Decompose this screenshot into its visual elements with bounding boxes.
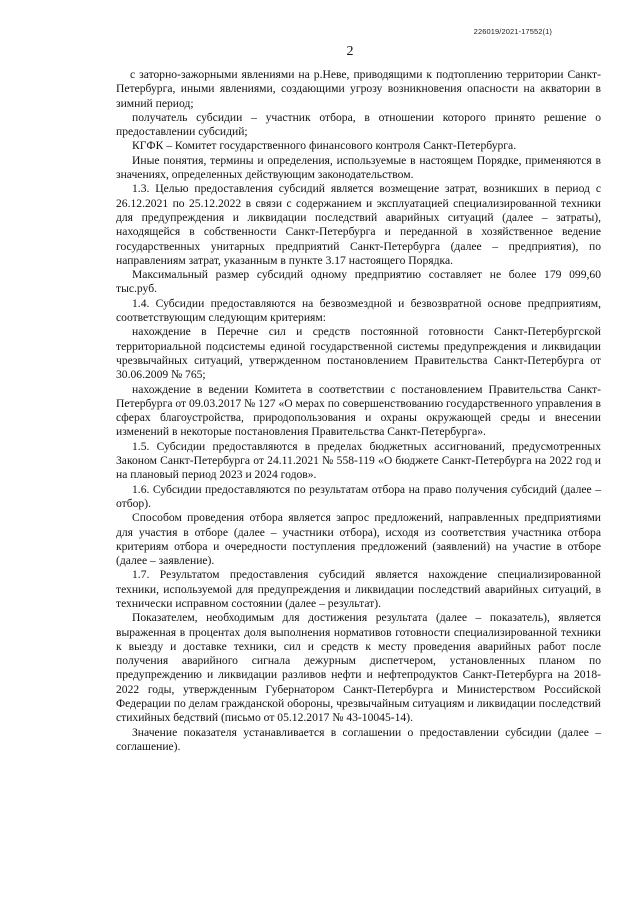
paragraph-criterion-committee: нахождение в ведении Комитета в соответствии с постановлением Правительства Санкт-Петербурга от 09.03.2017 № 127 «О мерах по совершенствованию государственного управления в сферах благоустройства, природопользования и охраны окружающей среды и внесении изменений в некоторые постановления Правительства Санкт-Петербурга». xyxy=(116,382,601,439)
paragraph-1-4-criteria: 1.4. Субсидии предоставляются на безвозмездной и безвозвратной основе предприятиям, соответствующим следующим критериям: xyxy=(116,296,601,325)
paragraph-indicator-value: Значение показателя устанавливается в соглашении о предоставлении субсидии (далее – соглашение). xyxy=(116,725,601,753)
paragraph-definition-recipient: получатель субсидии – участник отбора, в отношении которого принято решение о предоставлении субсидий; xyxy=(116,110,601,139)
paragraph-max-subsidy: Максимальный размер субсидий одному предприятию составляет не более 179 099,60 тыс.руб. xyxy=(116,268,601,296)
paragraph-definition-kgfk: КГФК – Комитет государственного финансового контроля Санкт-Петербурга. xyxy=(132,139,517,153)
paragraph-1-7-result: 1.7. Результатом предоставления субсидий является нахождение специализированной техники, используемой для предупреждения и ликвидации последствий аварийных ситуаций, в технически исправном состоянии (далее – результат). xyxy=(116,568,601,610)
paragraph-selection-method: Способом проведения отбора является запрос предложений, направленных предприятиями для участия в отборе (далее – участники отбора), исходя из соответствия участника отбора критериям отбора и очередности поступления предложений (заявлений) на участие в отборе (далее – заявление). xyxy=(116,511,601,568)
document-body xyxy=(116,68,601,754)
document-id: 226019/2021-17552(1) xyxy=(473,27,552,36)
paragraph-1-6-selection: 1.6. Субсидии предоставляются по результатам отбора на право получения субсидий (далее – отбор). xyxy=(116,482,601,510)
paragraph-criterion-list: нахождение в Перечне сил и средств постоянной готовности Санкт-Петербургской территориальной подсистемы единой государственной системы предупреждения и ликвидации чрезвычайных ситуаций, утвержденном постановлением Правительства Санкт-Петербурга от 30.06.2009 № 765; xyxy=(116,325,601,382)
paragraph-1-3-purpose: 1.3. Целью предоставления субсидий является возмещение затрат, возникших в период с 26.12.2021 по 25.12.2022 в связи с содержанием и эксплуатацией специализированной техники для предупреждения и ликвидации последствий аварийных ситуаций (далее – затраты), находящейся в собственности Санкт-Петербурга и переданной в хозяйственное ведение государственных унитарных предприятий Санкт-Петербурга (далее – предприятия), по направлениям затрат, указанным в пункте 3.17 настоящего Порядка. xyxy=(116,182,601,267)
paragraph-flood-context: с заторно-зажорными явлениями на р.Неве, приводящими к подтоплению территории Санкт-Петербурга, иными явлениями, создающими угрозу возникновения опасности на акватории в зимний период; xyxy=(116,68,601,110)
paragraph-1-5-budget: 1.5. Субсидии предоставляются в пределах бюджетных ассигнований, предусмотренных Законом Санкт-Петербурга от 24.11.2021 № 558-119 «О бюджете Санкт-Петербурга на 2022 год и на плановый период 2023 и 2024 годов». xyxy=(116,439,601,482)
paragraph-indicator: Показателем, необходимым для достижения результата (далее – показатель), является выраженная в процентах доля выполнения нормативов готовности специализированной техники к выезду и доставке техники, сил и средств к месту проведения аварийных работ после получения аварийного сигнала дежурным диспетчером, установленных планом по предупреждению и ликвидации разливов нефти и нефтепродуктов Санкт-Петербурга на 2018-2022 годы, утвержденным Губернатором Санкт-Петербурга и Министерством Российской Федерации по делам гражданской обороны, чрезвычайным ситуациям и ликвидации последствий стихийных бедствий (письмо от 05.12.2017 № 43-10045-14). xyxy=(116,611,601,725)
page-number: 2 xyxy=(346,44,354,59)
paragraph-other-terms: Иные понятия, термины и определения, используемые в настоящем Порядке, применяются в значениях, определенных действующим законодательством. xyxy=(116,153,601,182)
